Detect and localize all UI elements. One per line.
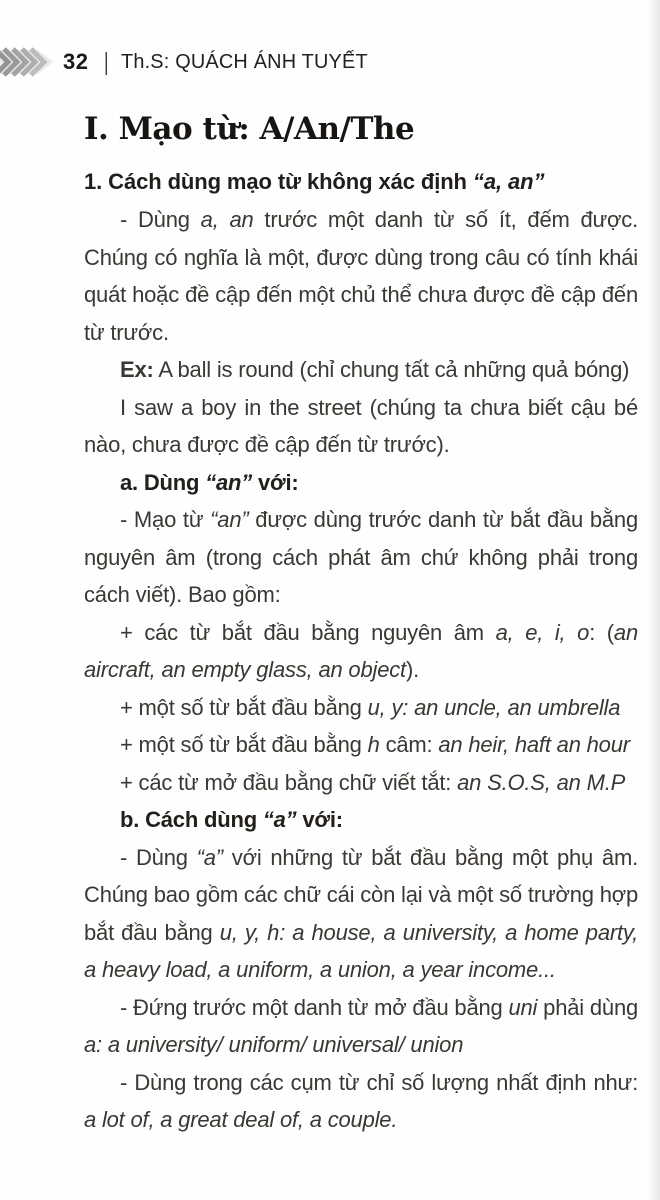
text-run: “a, an” [472, 169, 545, 194]
text-run: “an” [205, 469, 253, 495]
text-run: - Đứng trước một danh từ mở đầu bằng [120, 994, 509, 1020]
para-an-h-silent [84, 726, 638, 764]
text-run: với: [296, 807, 343, 832]
text-run: : ( [589, 619, 614, 645]
para-uni-rule [84, 989, 638, 1064]
text-run: an aircraft, an empty glass, an object [84, 619, 638, 682]
text-run: - Mạo từ [120, 507, 211, 532]
text-run: u, y, h: a house, a university, a home party, a heavy load, a uniform, a union, a year income... [84, 919, 638, 982]
text-run: u, y: an uncle, an umbrella [367, 694, 621, 720]
para-a-rule [84, 839, 638, 989]
text-run: trước một danh từ số ít, đếm được. Chúng có nghĩa là một, được dùng trong câu có tính khái quát hoặc đề cập đến một chủ thể chưa được đề cập đến từ trước. [84, 207, 638, 345]
text-run: Ex: [120, 357, 154, 382]
text-run: b. Cách dùng [120, 807, 263, 832]
text-run: + một số từ bắt đầu bằng [120, 732, 368, 757]
text-run: “a” [196, 844, 223, 870]
page-header [0, 46, 660, 78]
para-an-vowels [84, 614, 638, 689]
text-run: ). [405, 657, 419, 682]
text-run: I saw a boy in the street (chúng ta chưa biết cậu bé nào, chưa được đề cập đến từ trước). [84, 394, 638, 457]
header-divider: | [104, 47, 110, 76]
text-run: phải dùng [537, 994, 639, 1020]
text-run: uni [508, 994, 538, 1020]
text-run: “an” [210, 507, 249, 532]
section-1-heading [84, 166, 638, 198]
text-run: a: a university/ uniform/ universal/ union [84, 1032, 464, 1057]
text-run: a, e, i, o [495, 619, 590, 645]
text-run: với: [252, 469, 299, 495]
text-run: A ball is round (chỉ chung tất cả những quả bóng) [153, 357, 630, 382]
chevrons-right-icon [0, 47, 58, 77]
text-run: với những từ bắt đầu bằng một phụ âm. Chúng bao gồm các chữ cái còn lại và một số trường hợp bắt đầu bằng [84, 844, 638, 945]
para-quantity-phrases [84, 1064, 638, 1139]
para-dung-a-an [84, 201, 638, 351]
para-an-abbreviations [84, 764, 638, 802]
paragraph-list [84, 166, 638, 1139]
text-run: an heir, haft an hour [438, 732, 630, 757]
subheading-a-an [84, 464, 638, 502]
para-example-ball [84, 351, 638, 389]
text-run: h [367, 732, 380, 757]
subheading-b-a [84, 801, 638, 839]
text-run: + các từ bắt đầu bằng nguyên âm [120, 619, 496, 645]
text-run: câm: [379, 732, 439, 757]
page-number: 32 [63, 49, 89, 74]
para-an-u-y [84, 689, 638, 727]
text-run: được dùng trước danh từ bắt đầu bằng nguyên âm (trong cách phát âm chứ không phải trong cách viết). Bao gồm: [84, 507, 638, 607]
para-an-rule [84, 501, 638, 614]
text-run: - Dùng [120, 207, 201, 232]
text-run: a. Dùng [120, 469, 206, 495]
text-run: - Dùng trong các cụm từ chỉ số lượng nhất định như: [120, 1069, 638, 1095]
text-run: a lot of, a great deal of, a couple. [84, 1107, 398, 1132]
text-run: 1. Cách dùng mạo từ không xác định [84, 169, 473, 194]
text-run: “a” [262, 807, 297, 832]
page-title: I. Mạo từ: A/An/The [84, 111, 415, 147]
page-content [0, 106, 660, 1139]
text-run: + các từ mở đầu bằng chữ viết tắt: [120, 769, 458, 795]
text-run: an S.O.S, an M.P [457, 769, 626, 795]
text-run: + một số từ bắt đầu bằng [120, 694, 368, 720]
text-run: - Dùng [120, 844, 197, 870]
text-run: a, an [200, 207, 254, 232]
header-author: Th.S: QUÁCH ÁNH TUYẾT [120, 50, 368, 73]
para-example-boy [84, 389, 638, 464]
